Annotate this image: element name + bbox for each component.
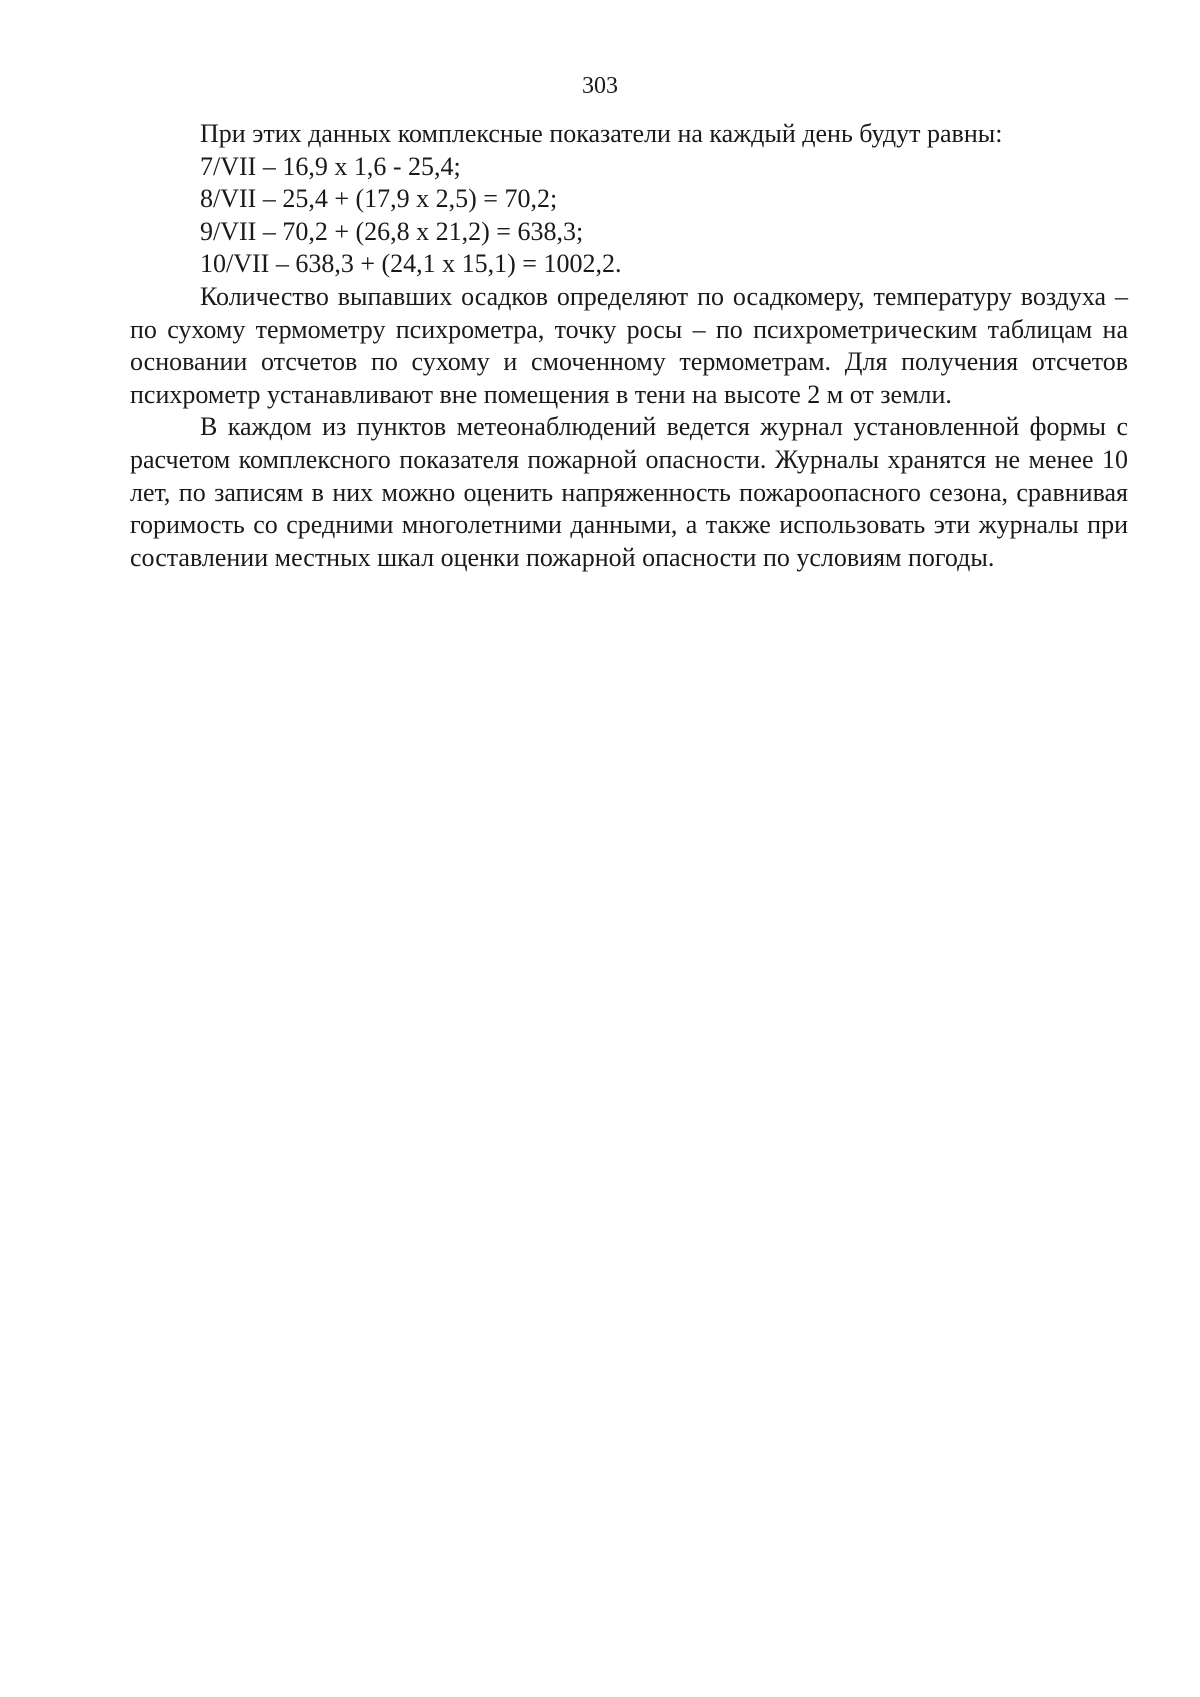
calculation-line: 8/VII – 25,4 + (17,9 х 2,5) = 70,2; (200, 184, 558, 214)
intro-line: При этих данных комплексные показатели на каждый день будут равны: (200, 119, 1003, 148)
calculation-line: 9/VII – 70,2 + (26,8 х 21,2) = 638,3; (200, 216, 584, 246)
paragraph-measurement: Количество выпавших осадков определяют по осадкомеру, температуру воздуха – по сухому термометру психрометра, точку росы – по психрометрическим таблицам на основании отсчетов по сухому и смоченному термометрам. Для получения отсчетов психрометр устанавливают вне помещения в тени на высоте 2 м от земли. (130, 281, 1128, 409)
page-body (130, 118, 1128, 574)
calculation-line: 10/VII – 638,3 + (24,1 х 15,1) = 1002,2. (200, 249, 622, 279)
page-number: 303 (582, 73, 618, 99)
paragraph-journal: В каждом из пунктов метеонаблюдений ведется журнал установленной формы с расчетом комплексного показателя пожарной опасности. Журналы хранятся не менее 10 лет, по записям в них можно оценить напряженность пожароопасного сезона, сравнивая горимость со средними многолетними данными, а также использовать эти журналы при составлении местных шкал оценки пожарной опасности по условиям погоды. (130, 412, 1128, 572)
calculation-line: 7/VII – 16,9 х 1,6 - 25,4; (200, 151, 461, 181)
